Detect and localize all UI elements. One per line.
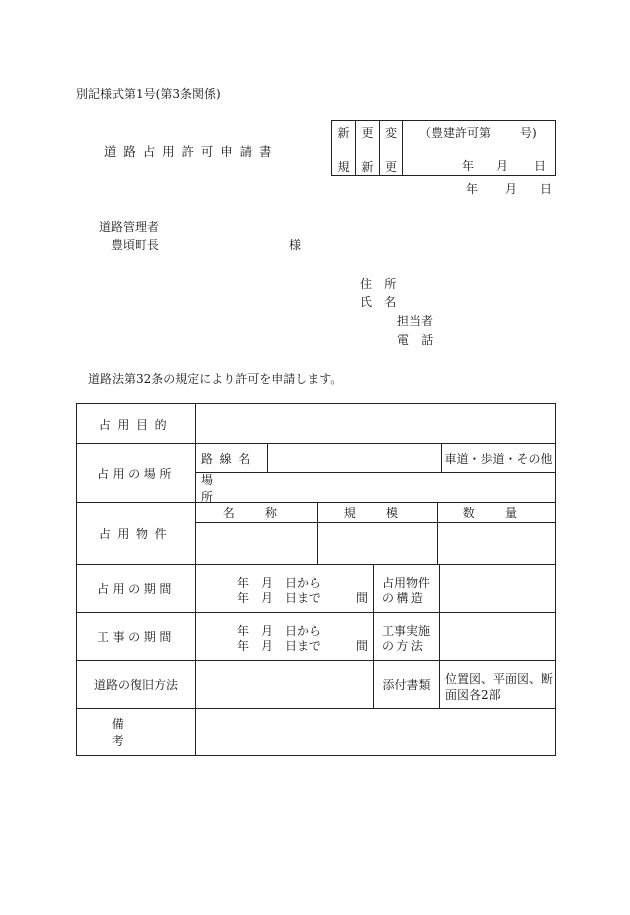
work-from: 年 月 日から: [237, 624, 322, 638]
work-method-field[interactable]: [440, 613, 555, 660]
object-label: 占用物件: [98, 527, 174, 541]
statement: 道路法第32条の規定により許可を申請します。: [88, 372, 343, 386]
applicant-address-label: 住 所: [360, 277, 401, 291]
update-char-1: 更: [361, 126, 374, 140]
remarks-field[interactable]: [196, 709, 555, 755]
permit-day: 日: [534, 159, 547, 173]
permit-prefix: （豊建許可第: [419, 126, 492, 140]
structure-label-2: の構造: [382, 591, 426, 605]
work-period-label: 工事の期間: [96, 630, 175, 644]
attachments-value-2: 面図各2部: [445, 688, 501, 702]
route-name-label: 路線名: [201, 451, 257, 466]
addressee-label: 道路管理者: [99, 220, 160, 234]
date-year: 年: [466, 182, 479, 196]
date-month: 月: [505, 182, 518, 196]
work-to: 年 月 日まで: [237, 639, 322, 653]
change-char-1: 変: [384, 126, 397, 140]
period-days-unit: 間: [356, 591, 369, 605]
new-char-1: 新: [337, 126, 350, 140]
place-label: 占用の場所: [96, 466, 175, 481]
applicant-name-label: 氏 名: [360, 295, 401, 309]
location-field[interactable]: [268, 473, 555, 502]
form-number: 別記様式第1号(第3条関係): [76, 87, 221, 101]
restoration-label: 道路の復旧方法: [93, 678, 178, 692]
purpose-label: 占用目的: [98, 417, 174, 432]
attachments-value-1: 位置図、平面図、断: [445, 672, 554, 686]
route-name-field[interactable]: [268, 444, 441, 472]
object-quantity-field[interactable]: [438, 523, 555, 564]
date-day: 日: [540, 182, 553, 196]
work-method-label-1: 工事実施: [382, 624, 431, 638]
person-in-charge-label: 担当者: [397, 314, 434, 328]
work-days-unit: 間: [356, 639, 369, 653]
addressee-name: 豊頃町長: [111, 238, 160, 252]
purpose-field[interactable]: [196, 404, 555, 443]
permit-suffix: 号): [520, 126, 537, 140]
structure-label-1: 占用物件: [382, 576, 431, 590]
permit-status-grid: [331, 120, 556, 176]
new-char-2: 規: [337, 160, 350, 174]
period-label: 占用の期間: [96, 582, 175, 596]
object-scale-field[interactable]: [318, 523, 437, 564]
permit-month: 月: [496, 159, 509, 173]
application-table: [76, 403, 556, 756]
period-from: 年 月 日から: [237, 576, 322, 590]
period-to: 年 月 日まで: [237, 591, 322, 605]
page-title: 道路占用許可申請書: [104, 144, 279, 159]
change-char-2: 更: [384, 160, 397, 174]
location-label: 場 所: [201, 472, 227, 504]
phone-label: 電 話: [397, 333, 438, 347]
object-name-field[interactable]: [196, 523, 317, 564]
road-type-options: 車道・歩道・その他: [444, 451, 553, 466]
structure-field[interactable]: [440, 565, 555, 612]
update-char-2: 新: [361, 160, 374, 174]
restoration-field[interactable]: [196, 661, 373, 708]
col-quantity-header: 数 量: [462, 506, 531, 520]
attachments-label: 添付書類: [382, 678, 431, 692]
work-method-label-2: の方法: [382, 639, 426, 653]
addressee-honorific: 様: [289, 238, 302, 252]
col-scale-header: 規 模: [343, 506, 412, 520]
col-name-header: 名 称: [222, 506, 291, 520]
remarks-label: 備 考: [111, 717, 164, 748]
permit-year: 年: [462, 159, 475, 173]
